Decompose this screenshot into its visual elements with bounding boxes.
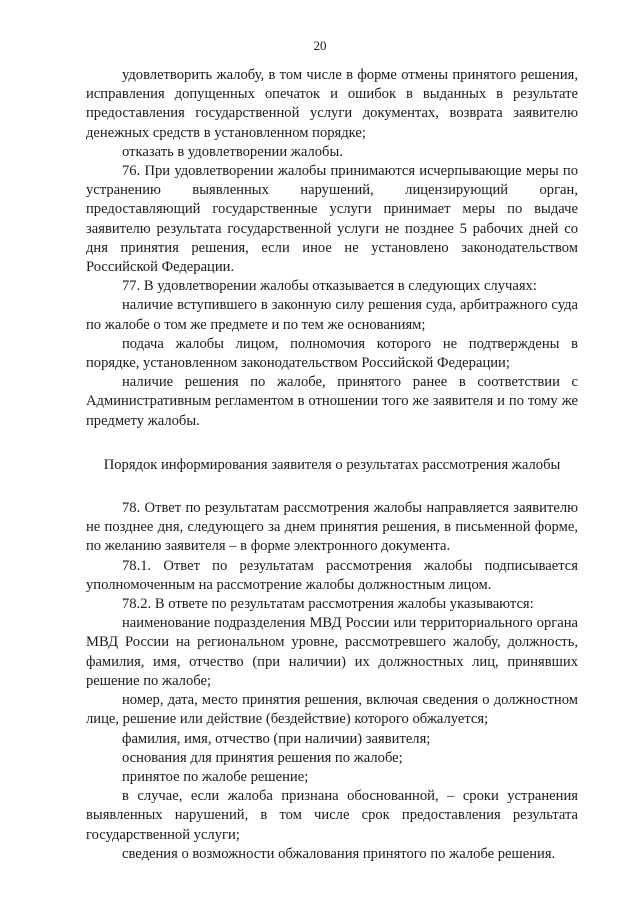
paragraph-77-prior-decision: наличие решения по жалобе, принятого ранее в соответствии с Административным регламентом в отношении того же заявителя и по тому же предмету жалобы.	[86, 374, 578, 429]
section-heading: Порядок информирования заявителя о результатах рассмотрения жалобы	[103, 456, 561, 473]
paragraph-78-2-grounds: основания для принятия решения по жалобе;	[122, 749, 403, 766]
paragraph-78-2-decision: принятое по жалобе решение;	[122, 768, 309, 785]
paragraph-78: 78. Ответ по результатам рассмотрения жалобы направляется заявителю не позднее дня, следующего за днем принятия решения, в письменной форме, по желанию заявителя – в форме электронного документа.	[86, 500, 578, 555]
paragraph-78-1: 78.1. Ответ по результатам рассмотрения жалобы подписывается уполномоченным на рассмотрение жалобы должностным лицом.	[86, 557, 578, 593]
paragraph-76: 76. При удовлетворении жалобы принимаются исчерпывающие меры по устранению выявленных нарушений, лицензирующий орган, предоставляющий государственные услуги принимает меры по выдаче заявителю результата государственной услуги не позднее 5 рабочих дней со дня принятия решения, если иное не установлено законодательством Российской Федерации.	[86, 163, 578, 276]
paragraph-77-unauthorized: подача жалобы лицом, полномочия которого не подтверждены в порядке, установленном законодательством Российской Федерации;	[86, 335, 578, 372]
paragraph-satisfy-complaint: удовлетворить жалобу, в том числе в форме отмены принятого решения, исправления допущенных опечаток и ошибок в выданных в результате предоставления государственной услуги документах, возврата заявителю денежных средств в установленном порядке;	[86, 67, 578, 141]
paragraph-78-2-decision-details: номер, дата, место принятия решения, включая сведения о должностном лице, решение или действие (бездействие) которого обжалуется;	[86, 692, 578, 728]
paragraph-77-court-decision: наличие вступившего в законную силу решения суда, арбитражного суда по жалобе о том же предмете и по тем же основаниям;	[86, 297, 578, 333]
paragraph-78-2: 78.2. В ответе по результатам рассмотрения жалобы указываются:	[122, 596, 534, 613]
paragraph-refuse-complaint: отказать в удовлетворении жалобы.	[122, 143, 343, 160]
document-body	[86, 66, 578, 864]
paragraph-78-2-division-name: наименование подразделения МВД России или территориального органа МВД России на региональном уровне, рассмотревшего жалобу, должность, фамилия, имя, отчество (при наличии) их должностных лиц, принявших решение по жалобе;	[86, 615, 578, 689]
paragraph-77: 77. В удовлетворении жалобы отказывается в следующих случаях:	[122, 278, 537, 295]
paragraph-78-2-deadlines: в случае, если жалоба признана обоснованной, – сроки устранения выявленных нарушений, в том числе срок предоставления результата государственной услуги;	[86, 788, 578, 843]
page-number: 20	[313, 38, 327, 53]
paragraph-78-2-appeal-info: сведения о возможности обжалования принятого по жалобе решения.	[122, 845, 556, 862]
paragraph-78-2-applicant-name: фамилия, имя, отчество (при наличии) заявителя;	[122, 730, 431, 747]
